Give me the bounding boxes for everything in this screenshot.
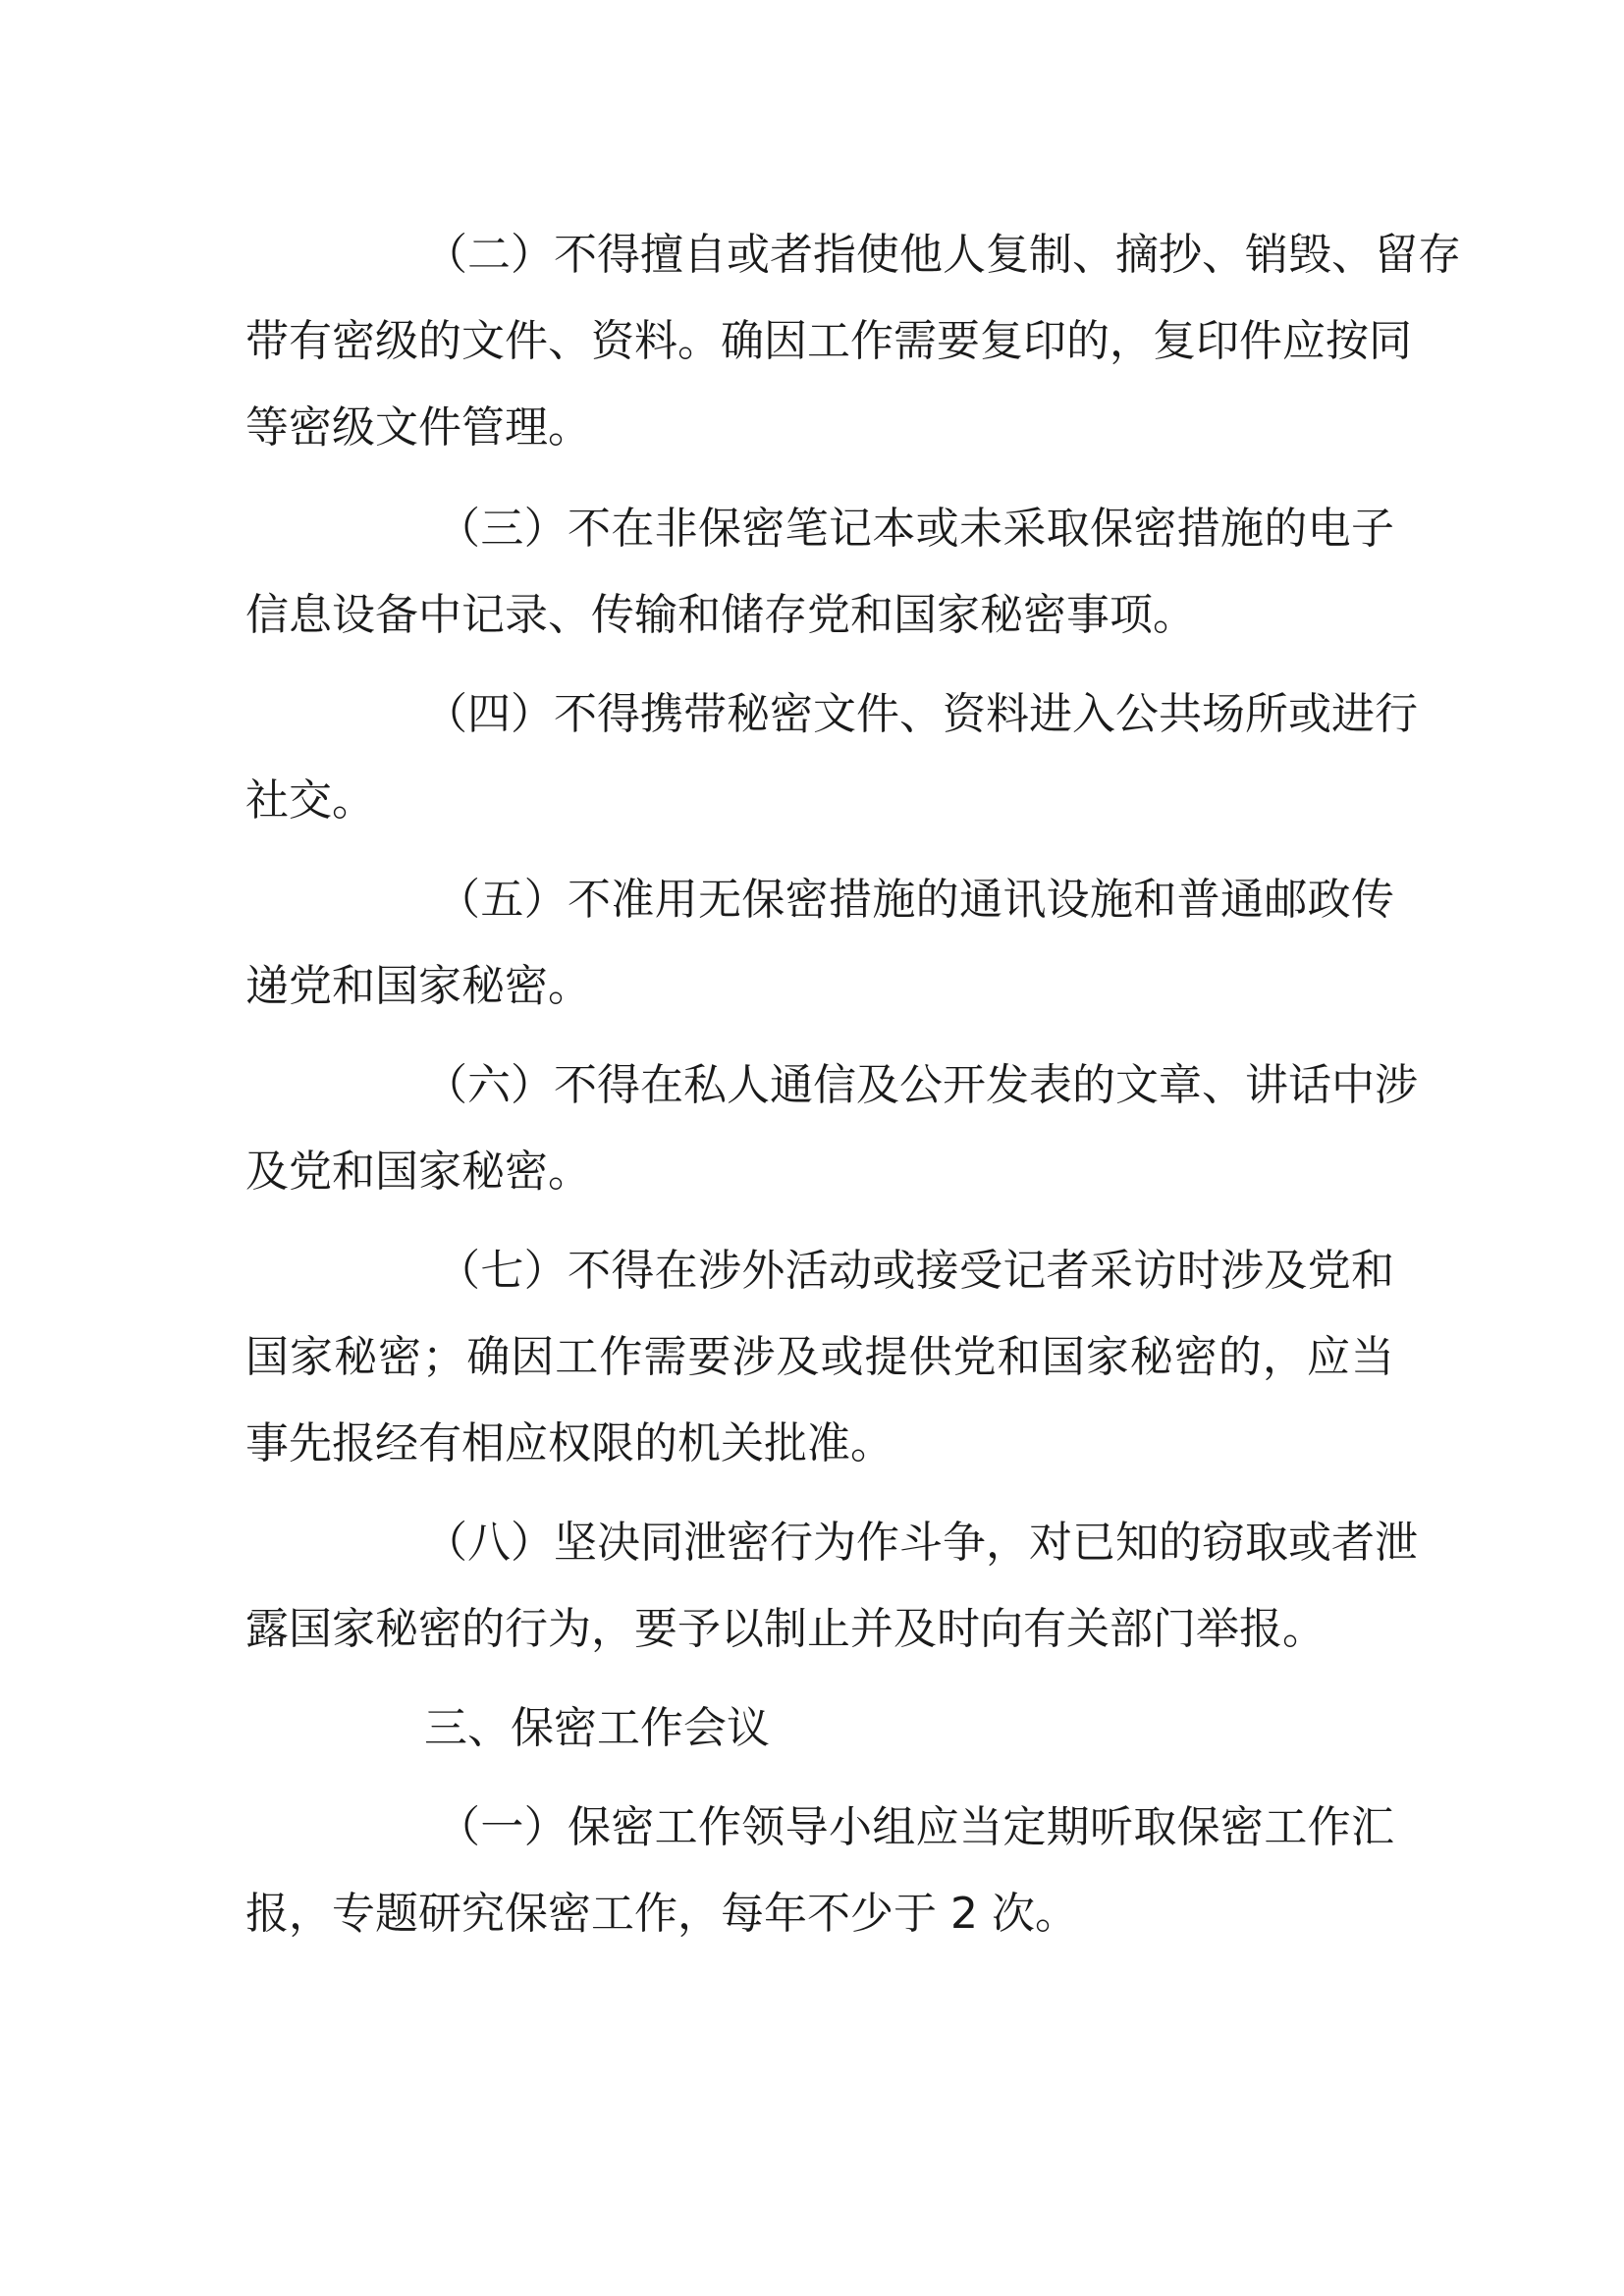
- paragraph-6-line-1: （六）不得在私人通信及公开发表的文章、讲话中涉: [424, 1060, 1418, 1110]
- paragraph-8-line-1: （八）坚决同泄密行为作斗争，对已知的窃取或者泄: [424, 1518, 1418, 1568]
- section-3-paragraph-1-line-1: （一）保密工作领导小组应当定期听取保密工作汇: [437, 1802, 1394, 1852]
- paragraph-2-line-1: （二）不得擅自或者指使他人复制、摘抄、销毁、留存: [424, 230, 1461, 280]
- paragraph-4-line-2: 社交。: [245, 775, 375, 826]
- paragraph-6-line-2: 及党和国家秘密。: [245, 1147, 591, 1197]
- section-heading: 三、保密工作会议: [424, 1703, 770, 1753]
- paragraph-5-line-2: 递党和国家秘密。: [245, 961, 591, 1011]
- paragraph-7-line-1: （七）不得在涉外活动或接受记者采访时涉及党和: [437, 1246, 1394, 1296]
- paragraph-4-line-1: （四）不得携带秘密文件、资料进入公共场所或进行: [424, 689, 1418, 739]
- section-3-paragraph-1-line-2: 报，专题研究保密工作，每年不少于 2 次。: [245, 1889, 1078, 1939]
- paragraph-3-line-1: （三）不在非保密笔记本或未采取保密措施的电子: [437, 504, 1394, 554]
- paragraph-3-line-2: 信息设备中记录、传输和储存党和国家秘密事项。: [245, 590, 1196, 640]
- paragraph-5-line-1: （五）不准用无保密措施的通讯设施和普通邮政传: [437, 875, 1394, 925]
- paragraph-7-line-2: 国家秘密；确因工作需要涉及或提供党和国家秘密的，应当: [245, 1332, 1394, 1382]
- paragraph-2-line-3: 等密级文件管理。: [245, 402, 591, 453]
- paragraph-8-line-2: 露国家秘密的行为，要予以制止并及时向有关部门举报。: [245, 1604, 1326, 1654]
- paragraph-7-line-3: 事先报经有相应权限的机关批准。: [245, 1418, 893, 1468]
- paragraph-2-line-2: 带有密级的文件、资料。确因工作需要复印的，复印件应按同: [245, 316, 1412, 366]
